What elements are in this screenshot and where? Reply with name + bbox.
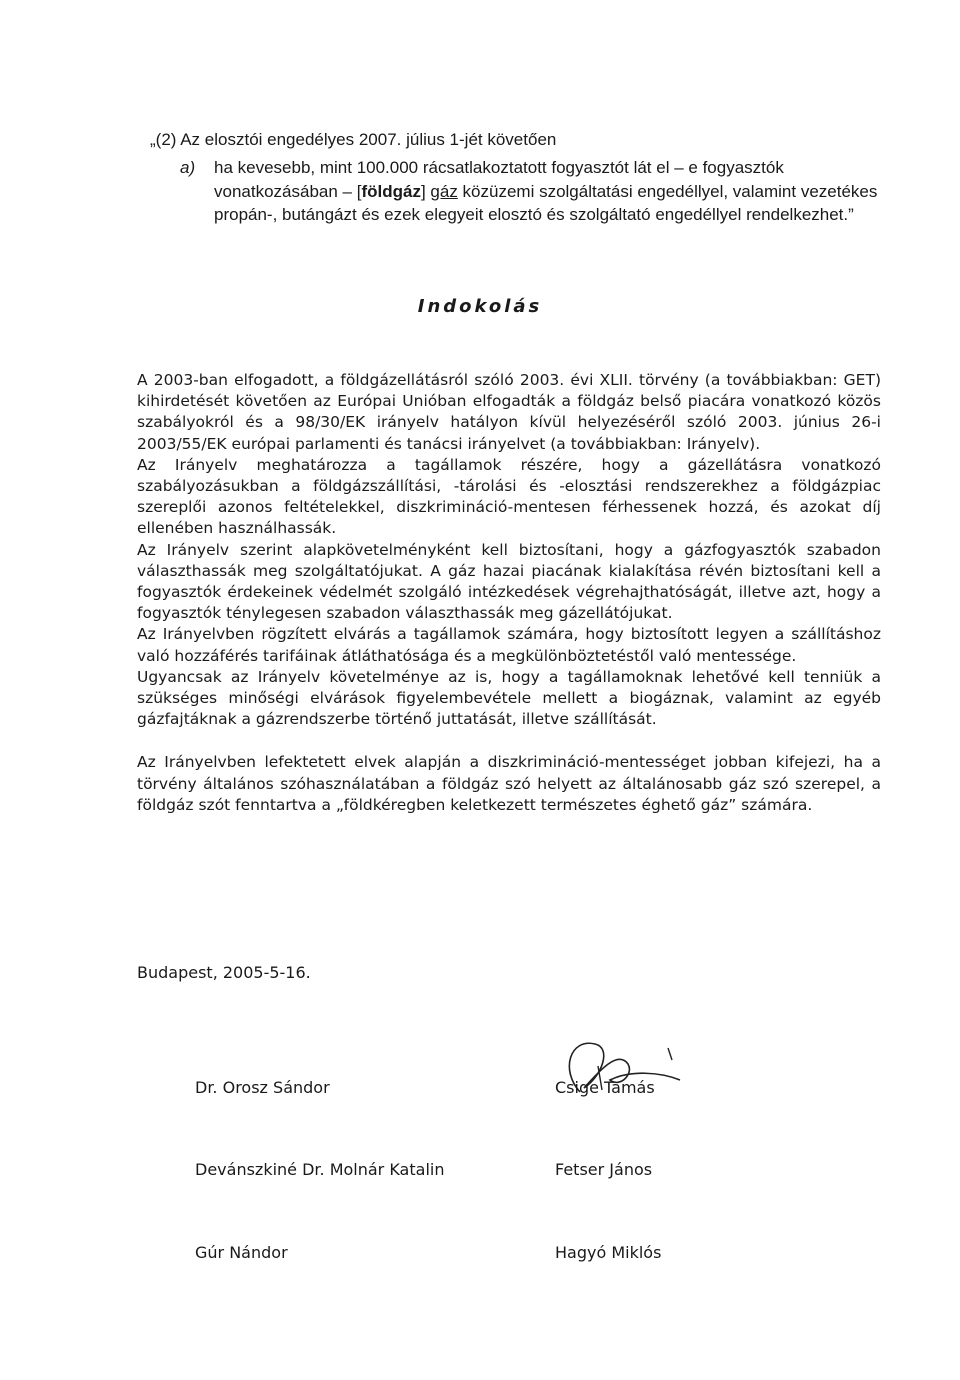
handwritten-signature <box>540 1030 700 1110</box>
subpoint-bold-word: földgáz <box>361 181 421 201</box>
intro-paragraph: „(2) Az elosztói engedélyes 2007. július 1-jét követően <box>150 130 557 149</box>
body-paragraph: Az Irányelvben lefektetett elvek alapján a diszkrimináció-mentességet jobban kifejezi, ha a törvény általános szóhasználatában a földgáz szó helyett az általánosabb gáz szó szerepel, a földgáz szót fenntartva a „földkéregben keletkezett természetes éghető gáz” számára. <box>137 753 881 814</box>
signatory-name: Gúr Nándor <box>195 1243 288 1262</box>
signatory-name: Csige Tamás <box>555 1078 655 1097</box>
signatory-name: Dr. Orosz Sándor <box>195 1078 330 1097</box>
subpoint-text-before: ha kevesebb, mint 100.000 rácsatlakoztatott fogyasztót lát el – e fogyasztók vonatkozásában – [ <box>214 158 784 201</box>
body-paragraph: Ugyancsak az Irányelv követelménye az is, hogy a tagállamoknak lehetővé kell tenniük a szükséges minőségi elvárások figyelembevétele mellett a biogáznak, valamint az egyéb gázfajtáknak a gázrendszerbe történő juttatását, illetve szállítását. <box>137 667 881 729</box>
body-paragraph: Az Irányelv meghatározza a tagállamok részére, hogy a gázellátásra vonatkozó szabályozásukban a földgázszállítási, -tárolási és -elosztási rendszerekhez a földgázpiac szereplői azonos feltételekkel, diszkrimináció-mentesen férhessenek hozzá, és azokat díj ellenében használhassák. <box>137 455 881 538</box>
body-paragraph: Az Irányelv szerint alapkövetelményként kell biztosítani, hogy a gázfogyasztók szabadon választhassák meg szolgáltatójukat. A gáz hazai piacának kialakítása révén biztosítani kell a fogyasztók érdekeinek védelmét szolgáló intézkedések végrehajthatóságát, illetve azt, hogy a fogyasztók ténylegesen szabadon választhassák meg gázellátójukat. <box>137 540 881 623</box>
section-heading: Indokolás <box>417 296 543 317</box>
subpoint-a <box>180 156 888 227</box>
place-date: Budapest, 2005-5-16. <box>137 963 311 982</box>
body-paragraph: Az Irányelvben rögzített elvárás a tagállamok számára, hogy biztosított legyen a szállításhoz való hozzáférés tarifáinak átláthatósága és a megkülönböztetéstől való mentessége. <box>137 625 881 665</box>
signatory-name: Hagyó Miklós <box>555 1243 662 1262</box>
signatory-name: Fetser János <box>555 1160 653 1179</box>
subpoint-text <box>214 156 888 227</box>
justification-body <box>137 370 881 816</box>
subpoint-marker: a) <box>180 158 196 177</box>
subpoint-text-after: közüzemi szolgáltatási engedéllyel, valamint vezetékes propán-, butángázt és ezek elegyeit elosztó és szolgáltató engedéllyel rendelkezhet.” <box>214 181 878 224</box>
body-paragraph: A 2003-ban elfogadott, a földgázellátásról szóló 2003. évi XLII. törvény (a továbbiakban: GET) kihirdetését követően az Európai Unióban elfogadták a földgáz belső piacára vonatkozó közös szabályokról és a 98/30/EK irányelv hatályon kívül helyezéséről szóló 2003. június 26-i 2003/55/EK európai parlamenti és tanácsi irányelvet (a továbbiakban: Irányelv). <box>137 371 881 453</box>
subpoint-text-middle: ] <box>420 181 431 201</box>
subpoint-underlined-word: gáz <box>430 181 458 201</box>
signatory-name: Devánszkiné Dr. Molnár Katalin <box>195 1160 445 1179</box>
